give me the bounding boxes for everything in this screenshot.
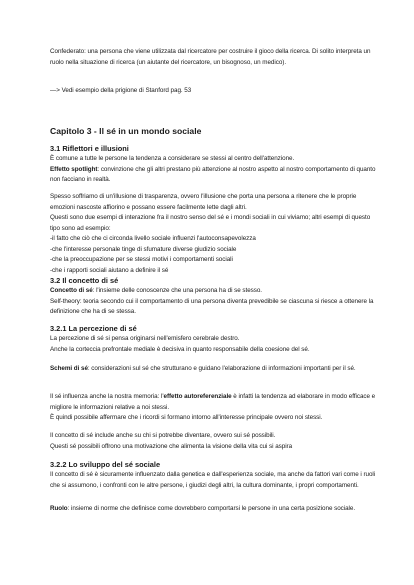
- section-3-2-heading: 3.2 Il concetto di sé: [50, 276, 119, 285]
- schemi-block: [50, 364, 380, 375]
- section-3-2: [50, 276, 380, 318]
- possibili-block: [50, 431, 380, 452]
- section-3-2-2-heading: 3.2.2 Lo sviluppo del sé sociale: [50, 460, 161, 469]
- confederato-term: Confederato: [50, 48, 85, 55]
- spotlight-text: : convinzione che gli altri prestano più attenzione al nostro aspetto al nostro comportamento di quanto non facciano in realtà.: [50, 165, 376, 183]
- section-3-1-line1: È comune a tutte le persone la tendenza a considerare se stessi al centro dell'attenzione.: [50, 155, 295, 162]
- concetto-definition: [50, 286, 380, 297]
- memoria-term: effetto autoreferenziale: [163, 393, 232, 400]
- schemi-text: : considerazioni sul sé che strutturano e guidano l'elaborazione di informazioni importanti per il sé.: [87, 365, 356, 372]
- section-3-1-body: [50, 192, 380, 276]
- memoria-block: [50, 392, 380, 424]
- concetto-term: Concetto di sé: [50, 287, 93, 294]
- confederato-definition: [50, 47, 380, 68]
- sviluppo-paragraph: Il concetto di sé è sicuramente influenzato dalla genetica e dall'esperienza sociale, ma anche da fattori vari come i ruoli che si assumono, i confronti con le altre persone, i giudizi degli altri, la cultura dominante, i propri comportamenti.: [50, 471, 376, 489]
- memoria-paragraph: [50, 392, 380, 413]
- section-3-2-2: [50, 460, 380, 491]
- ruolo-term: Ruolo: [50, 505, 68, 512]
- percezione-line2: Anche la corteccia prefrontale mediale è decisiva in quanto responsabile della coesione del sé.: [50, 345, 310, 353]
- list-item: -che l'interesse personale tinge di sfumature diverse giudizio sociale: [50, 245, 237, 253]
- schemi-term: Schemi di sé: [50, 365, 88, 372]
- example-reference: [50, 86, 380, 97]
- list-item: -che la preoccupazione per se stessi motivi i comportamenti sociali: [50, 256, 233, 263]
- trasparenza-paragraph: Spesso soffriamo di un'illusione di trasparenza, ovvero l'illusione che porta una persona a ritenere che le proprie emozioni nascoste affiorino e possano essere facilmente lette dagli altri.: [50, 193, 357, 211]
- chapter-title: Capitolo 3 - Il sé in un mondo sociale: [50, 126, 202, 136]
- ruolo-text: : insieme di norme che definisce come dovrebbero comportarsi le persone in una certa posizione sociale.: [67, 505, 356, 512]
- bullets-intro: Questi sono due esempi di interazione fra il nostro senso del sé e i mondi sociali in cui viviamo; altri esempi di questo tipo sono ad esempio:: [50, 214, 371, 232]
- list-item: -che i rapporti sociali aiutano a definire il sé: [50, 266, 169, 274]
- ruolo-definition: [50, 504, 380, 515]
- possibili-line2: Questi sé possibili offrono una motivazione che alimenta la visione della vita cui si aspira: [50, 442, 293, 450]
- spotlight-term: Effetto spotlight: [50, 165, 98, 173]
- schemi-definition: [50, 364, 380, 375]
- possibili-line1: Il concetto di sé include anche su chi si potrebbe diventare, ovvero sui sé possibili.: [50, 432, 276, 439]
- memoria-text-a: Il sé influenza anche la nostra memoria: l': [50, 393, 164, 400]
- list-item: -il fatto che ciò che ci circonda livello sociale influenzi l'autoconsapevolezza: [50, 235, 256, 242]
- chapter-title-block: [50, 125, 380, 137]
- section-3-1-heading: 3.1 Riflettori e illusioni: [50, 144, 129, 153]
- percezione-line1: La percezione di sé si pensa originarsi nell'emisfero cerebrale destro.: [50, 335, 240, 342]
- example-reference-text: —> Vedi esempio della prigione di Stanford pag. 53: [50, 87, 192, 94]
- ruolo-block: [50, 504, 380, 515]
- section-3-1: [50, 144, 380, 186]
- section-3-2-1: [50, 324, 380, 355]
- selftheory-paragraph: Self-theory: teoria secondo cui il comportamento di una persona diventa prevedibile se ciascuna si riesce a ottenere la definizione che ha di se stessa.: [50, 297, 374, 315]
- concetto-text: : l'insieme delle conoscenze che una persona ha di se stesso.: [92, 287, 263, 294]
- memoria-text-b: è infatti la tendenza ad elaborare in modo efficace e migliore le informazioni relative a noi stessi.: [50, 393, 376, 411]
- memoria-conclusion: È quindi possibile affermare che i ricordi si formano intorno all'interesse principale ovvero noi stessi.: [50, 414, 323, 421]
- spotlight-definition: [50, 165, 380, 186]
- confederato-text: : una persona che viene utilizzata dal ricercatore per costruire il gioco della ricerca. Di solito interpreta un ruolo nella situazione di ricerca (un aiutante del ricercatore, un bisognoso, un medico).: [50, 48, 371, 66]
- section-3-2-1-heading: 3.2.1 La percezione di sé: [50, 324, 137, 333]
